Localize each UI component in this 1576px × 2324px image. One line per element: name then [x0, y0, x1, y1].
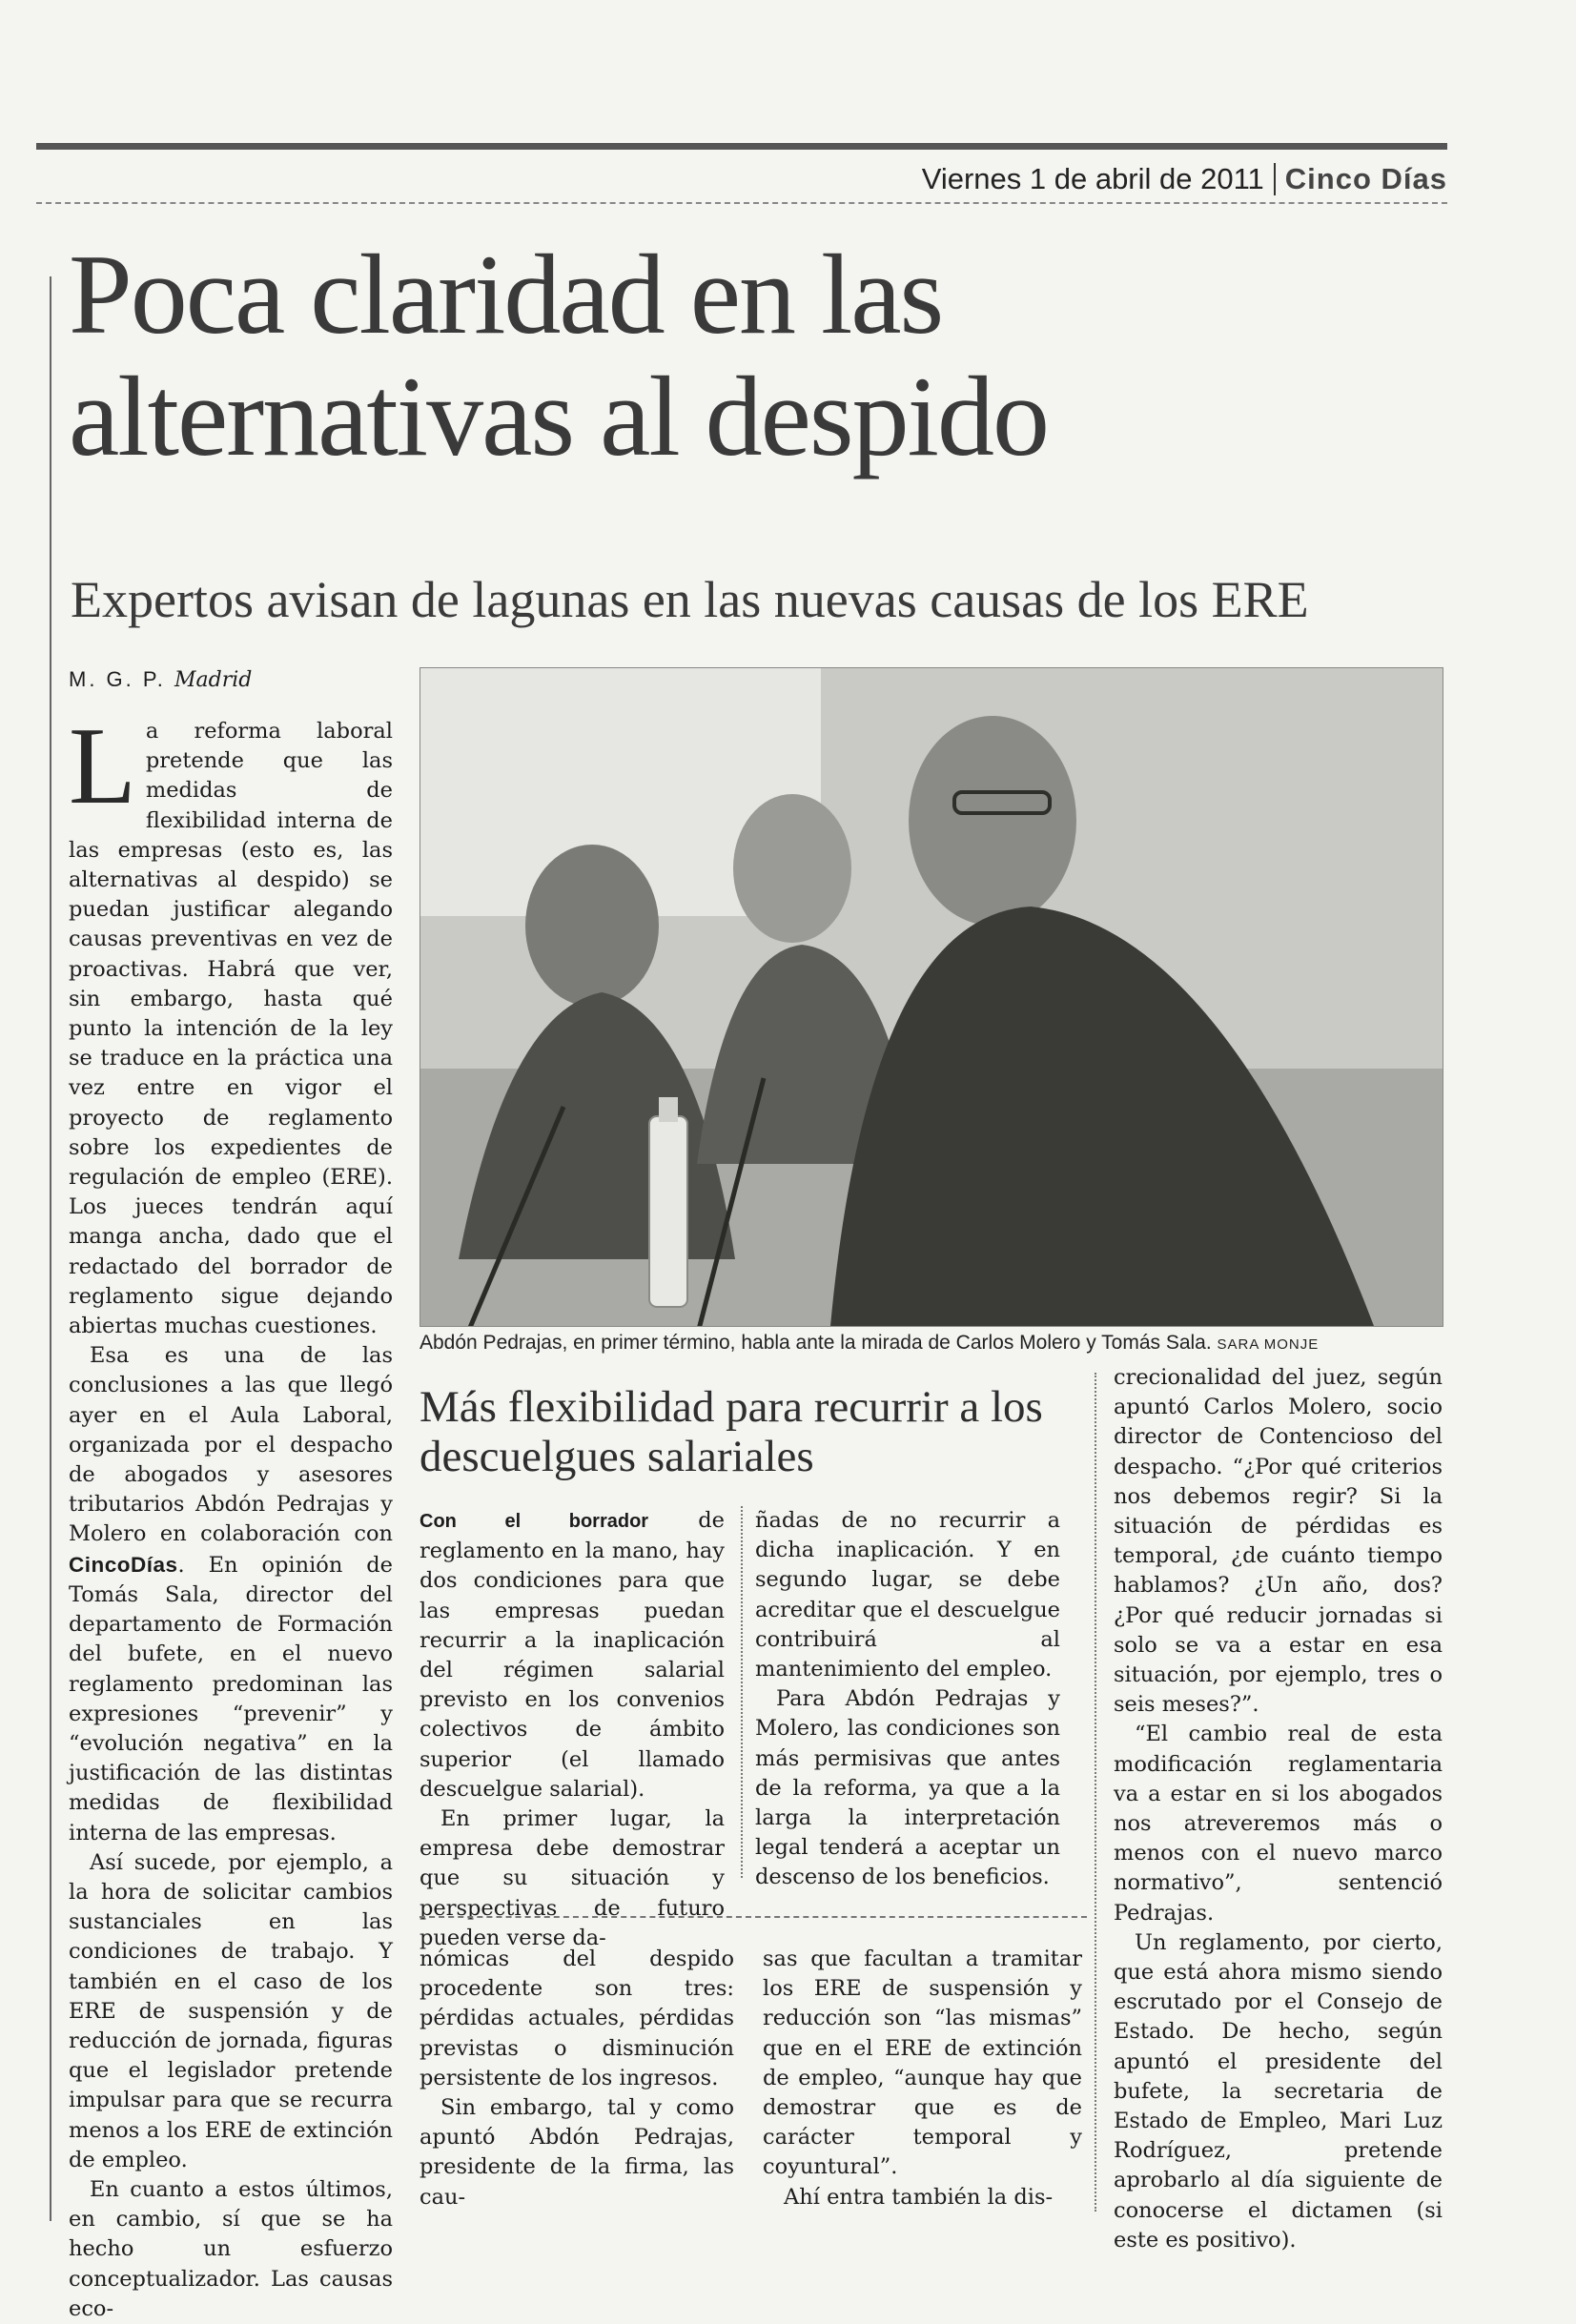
drop-cap: L: [69, 705, 136, 827]
byline-author: M. G. P.: [69, 667, 166, 691]
byline: [69, 667, 252, 692]
photo-illustration: [420, 668, 1443, 1326]
headline-line-1: Poca claridad en las: [69, 231, 943, 357]
byline-place: Madrid: [174, 668, 253, 692]
issue-date: Viernes 1 de abril de 2011: [921, 162, 1264, 195]
column-d: [1114, 1363, 1443, 2255]
paragraph-discrecionalidad: crecionalidad del juez, según apuntó Carlos Molero, socio director de Contencioso del despacho. “¿Por qué criterios nos debemos regir? Si la situación de pérdidas es temporal, ¿de cuánto tiempo hablamos? ¿Un año, dos? ¿Por qué reducir jornadas si solo se va a estar en esa situación, por ejemplo, tres o seis meses?”.: [1114, 1365, 1443, 1718]
lead-in: Con el borrador: [420, 1511, 649, 1532]
paragraph-causas: nómicas del despido procedente son tres: pérdidas actuales, pérdidas previstas o disminución persistente de los ingresos.: [420, 1947, 734, 2090]
news-photo: [420, 667, 1443, 1327]
subtitle-deck: Expertos avisan de lagunas en las nuevas causas de los ERE: [71, 571, 1309, 628]
column-c: [755, 1506, 1060, 1893]
photo-caption: [420, 1332, 1442, 1355]
paragraph-aula-laboral: Esa es una de las conclusiones a las que llegó ayer en el Aula Laboral, organizada por el despacho de abogados y asesores tributarios Abdón Pedrajas y Molero en colaboración con CincoDías. En opinión de Tomás Sala, director del departamento de Formación del bufete, en el nuevo reglamento predominan las expresiones “prevenir” y “evolución negativa” en la justificación de las distintas medidas de flexibilidad interna de las empresas.: [69, 1343, 393, 1845]
paragraph-ahi-entra: Ahí entra también la dis-: [784, 2184, 1054, 2210]
masthead-rule: [36, 143, 1447, 150]
paragraph-permisivas: Para Abdón Pedrajas y Molero, las condiciones son más permisivas que antes de la reforma, ya que a la larga la interpretación legal tenderá a aceptar un descenso de los beneficios.: [755, 1686, 1060, 1890]
paragraph-consejo-estado: Un reglamento, por cierto, que está ahora mismo siendo escrutado por el Consejo de Estado. De hecho, según apuntó el presidente del bufete, la secretaria de Estado de Empleo, Mari Luz Rodríguez, pretende aprobarlo al día siguiente de conocerse el dictamen (si este es positivo).: [1114, 1929, 1443, 2253]
paragraph-sin-embargo: Sin embargo, tal y como apuntó Abdón Pedrajas, presidente de la firma, las cau-: [420, 2095, 734, 2210]
paragraph-primer-lugar: En primer lugar, la empresa debe demostrar que su situación y perspectivas de futuro pueden verse da-: [420, 1806, 725, 1950]
paragraph-borrador: Con el borrador de reglamento en la mano, hay dos condiciones para que las empresas puedan recurrir a la inaplicación del régimen salarial previsto en los convenios colectivos de ámbito superior (el llamado descuelgue salarial).: [420, 1508, 726, 1802]
section-subhead: Más flexibilidad para recurrir a los descuelgues salariales: [420, 1382, 1043, 1481]
column-c-lower: [763, 1945, 1082, 2212]
inline-brand: CincoDías: [69, 1552, 178, 1577]
caption-text: Abdón Pedrajas, en primer término, habla ante la mirada de Carlos Molero y Tomás Sala.: [420, 1332, 1212, 1354]
paragraph-intro: La reforma laboral pretende que las medidas de flexibilidad interna de las empresas (esto es, las alternativas al despido) se puedan justificar alegando causas preventivas en vez de proactivas. Habrá que ver, sin embargo, hasta qué punto la intención de la ley se traduce en la práctica una vez entre en vigor el proyecto de reglamento sobre los expedientes de regulación de empleo (ERE). Los jueces tendrán aquí manga ancha, dado que el redactado del borrador de reglamento sigue dejando abiertas muchas cuestiones.: [69, 705, 393, 1339]
headline: [69, 231, 1442, 479]
paragraph-ejemplo: Así sucede, por ejemplo, a la hora de solicitar cambios sustanciales en las condiciones de trabajo. Y también en el caso de los ERE de suspensión y de reducción de jornada, figuras que el legislador pretende impulsar para que se recurra menos a los ERE de extinción de empleo.: [69, 1849, 393, 2172]
photo-credit: SARA MONJE: [1217, 1336, 1320, 1353]
publication-name: Cinco Días: [1284, 162, 1447, 195]
paragraph-suspension: sas que facultan a tramitar los ERE de suspensión y reducción son “las mismas” que en el ERE de extinción de empleo, “aunque hay que demostrar que es de carácter temporal y coyuntural”.: [763, 1947, 1082, 2180]
box-bottom-rule: [420, 1916, 1087, 1918]
column-divider: [741, 1506, 743, 1878]
column-b: [420, 1506, 725, 1953]
masthead: [922, 162, 1447, 196]
column-divider: [1095, 1373, 1096, 2212]
paragraph-cambio-real: “El cambio real de esta modificación reglamentaria va a estar en si los abogados nos atreveremos más o menos con el nuevo marco normativo”, sentenció Pedrajas.: [1114, 1722, 1443, 1926]
masthead-separator: [1274, 163, 1276, 195]
column-a: [69, 705, 393, 2324]
left-column-rule: [50, 276, 51, 2221]
paragraph-ultimos: En cuanto a estos últimos, en cambio, sí que se ha hecho un esfuerzo conceptualizador. Las causas eco-: [69, 2176, 393, 2321]
column-b-lower: [420, 1945, 734, 2212]
masthead-dashed-rule: [36, 202, 1447, 204]
paragraph-segundo-lugar: ñadas de no recurrir a dicha inaplicación. Y en segundo lugar, se debe acreditar que el descuelgue contribuirá al mantenimiento del empleo.: [755, 1508, 1060, 1682]
headline-line-2: alternativas al despido: [69, 353, 1048, 479]
